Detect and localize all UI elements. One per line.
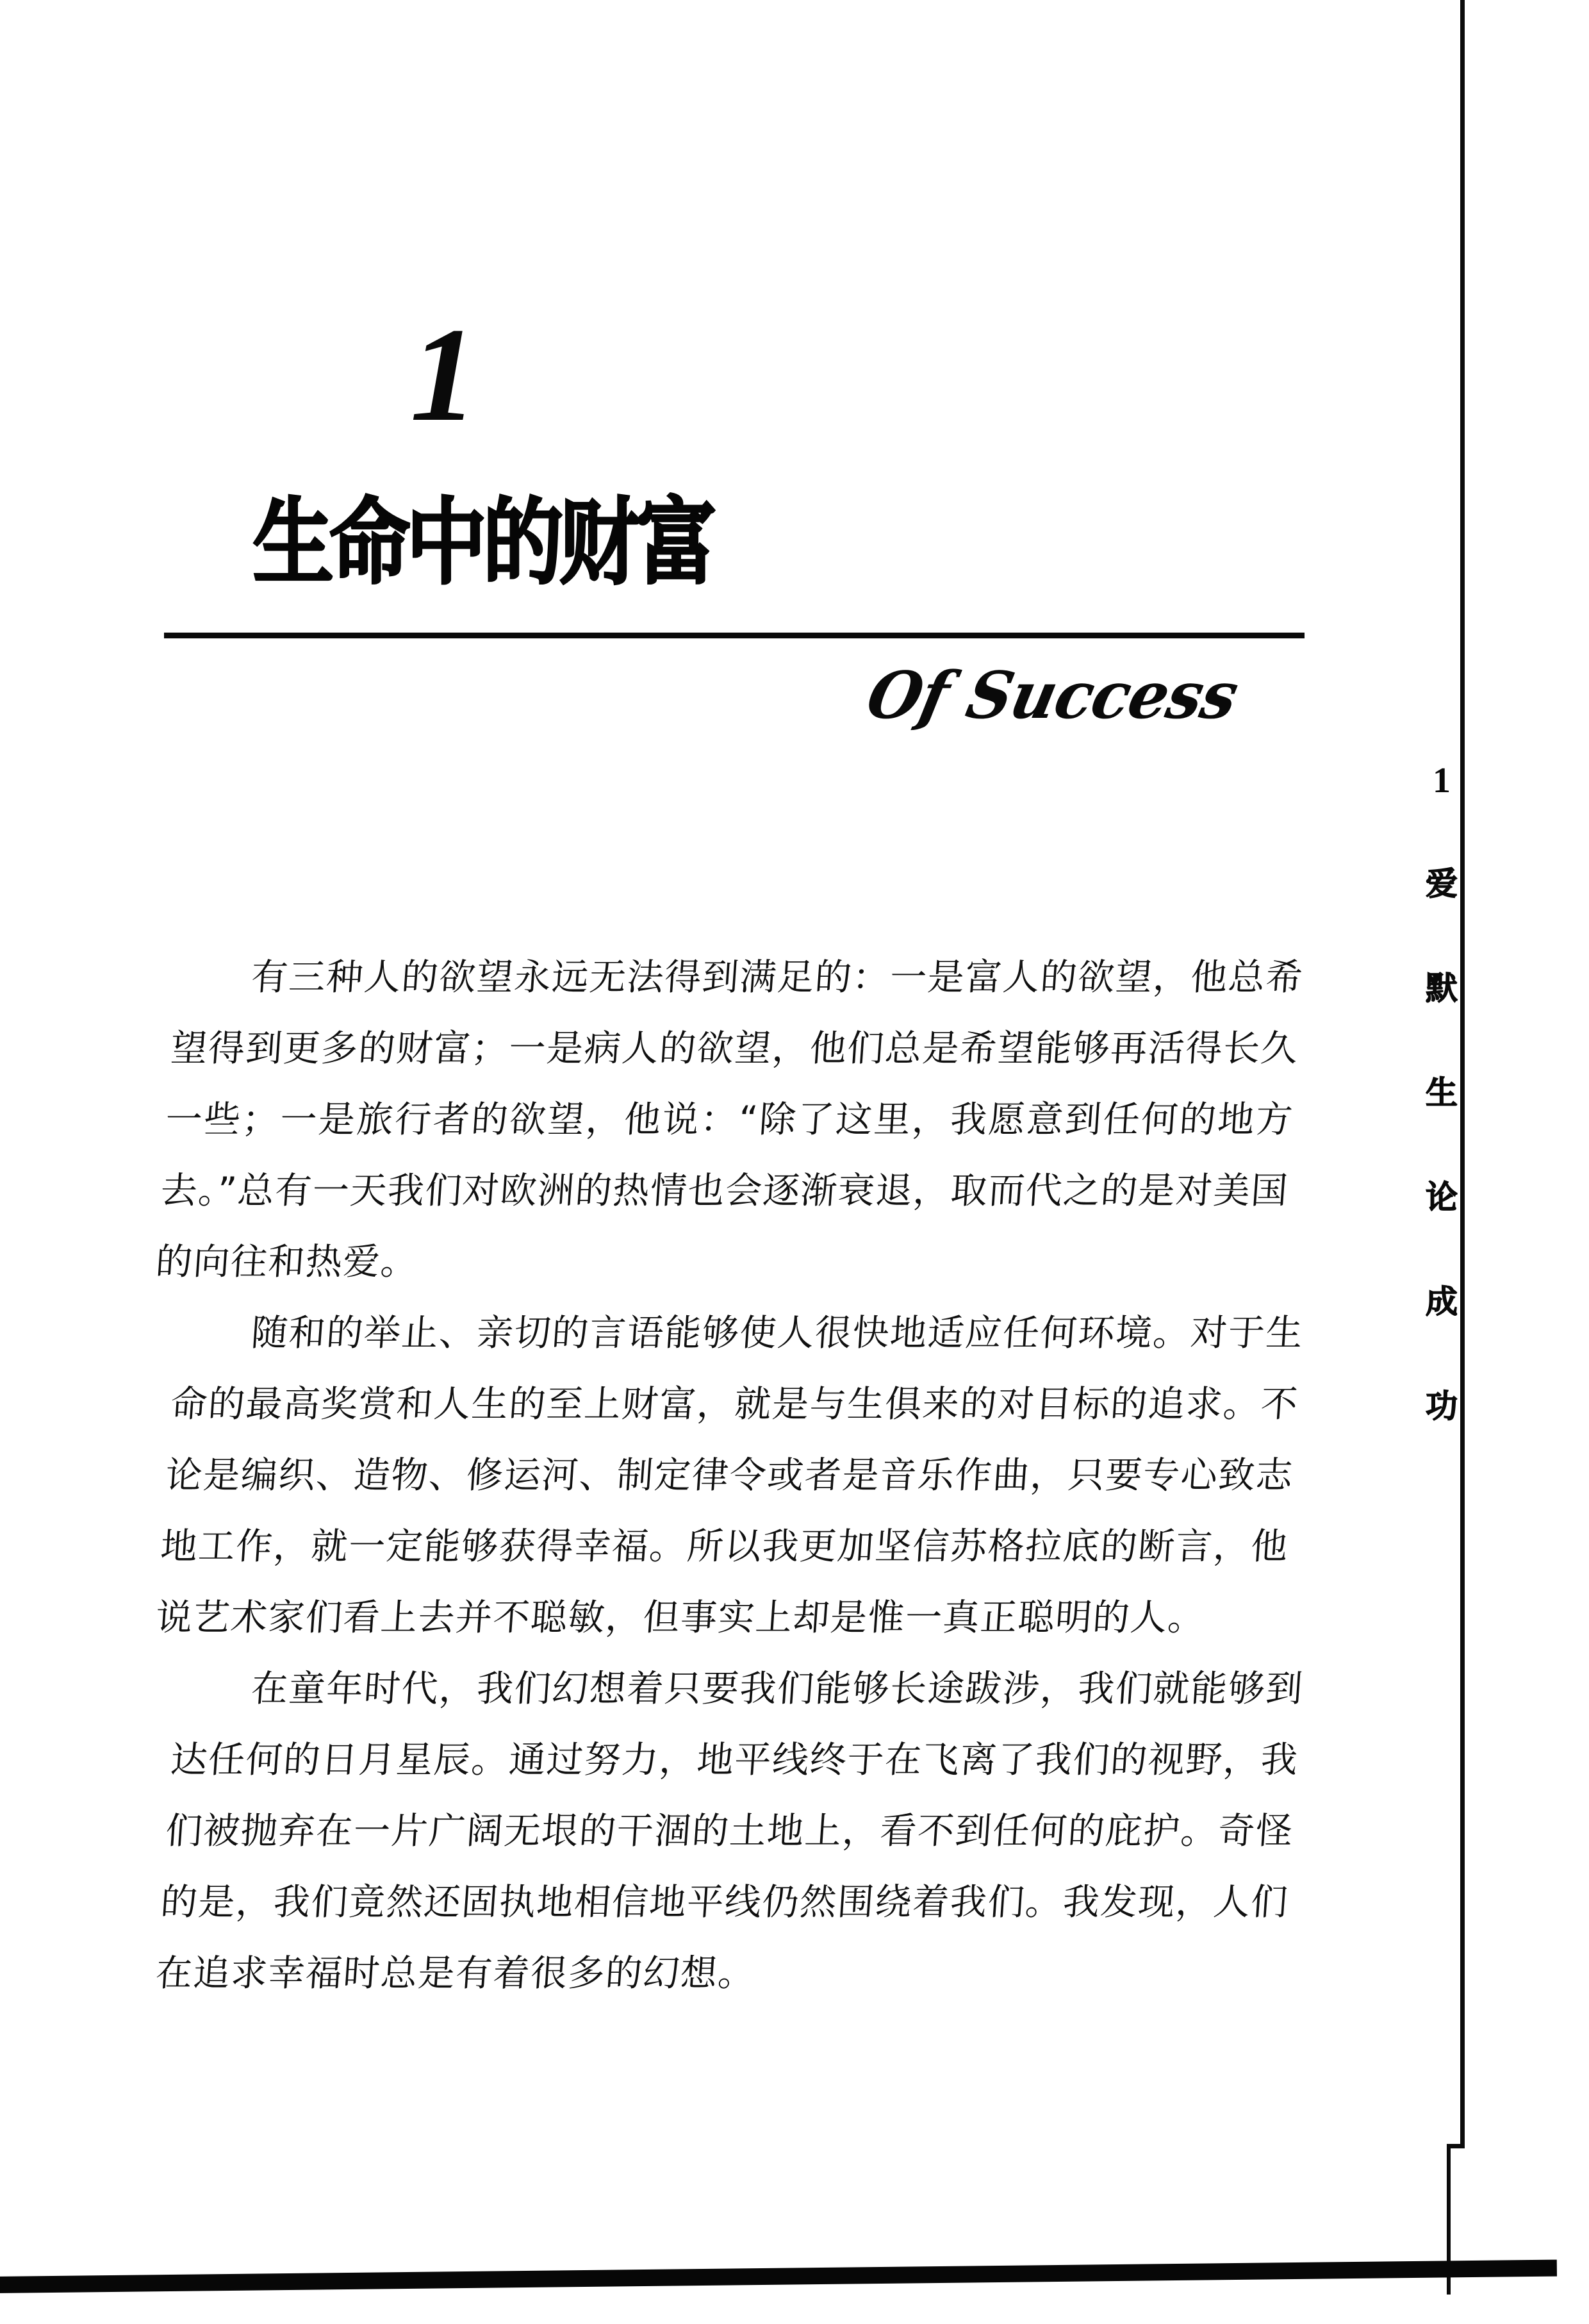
title-divider-rule xyxy=(164,633,1305,638)
body-paragraph-2: 随和的举止、亲切的言语能够使人很快地适应任何环境。对于生命的最高奖赏和人生的至上财富，就是与生俱来的对目标的追求。不论是编织、造物、修运河、制定律令或者是音乐作曲，只要专心致志地工作，就一定能够获得幸福。所以我更加坚信苏格拉底的断言，他说艺术家们看上去并不聪敏，但事实上却是惟一真正聪明的人。 xyxy=(154,1312,1305,1639)
page-folio: 1 xyxy=(1433,761,1451,801)
margin-running-head xyxy=(1406,763,1477,1459)
scan-edge-shadow xyxy=(0,2260,1557,2293)
body-paragraph-1: 有三种人的欲望永远无法得到满足的：一是富人的欲望，他总希望得到更多的财富；一是病人的欲望，他们总是希望能够再活得长久一些；一是旅行者的欲望，他说：“除了这里，我愿意到任何的地方去。”总有一天我们对欧洲的热情也会逐渐衰退，取而代之的是对美国的向往和热爱。 xyxy=(154,956,1305,1283)
body-paragraph-3: 在童年时代，我们幻想着只要我们能够长途跋涉，我们就能够到达任何的日月星辰。通过努力，地平线终于在飞离了我们的视野，我们被抛弃在一片广阔无垠的干涸的土地上，看不到任何的庇护。奇怪的是，我们竟然还固执地相信地平线仍然围绕着我们。我发现，人们在追求幸福时总是有着很多的幻想。 xyxy=(154,1668,1305,1995)
margin-running-head-text: 爱 默 生 论 成 功 xyxy=(1426,865,1458,1425)
chapter-number: 1 xyxy=(410,301,475,449)
body-text-block xyxy=(154,942,1306,2009)
script-subtitle: Of Success xyxy=(860,657,1244,734)
chapter-title: 生命中的财富 xyxy=(253,488,713,598)
